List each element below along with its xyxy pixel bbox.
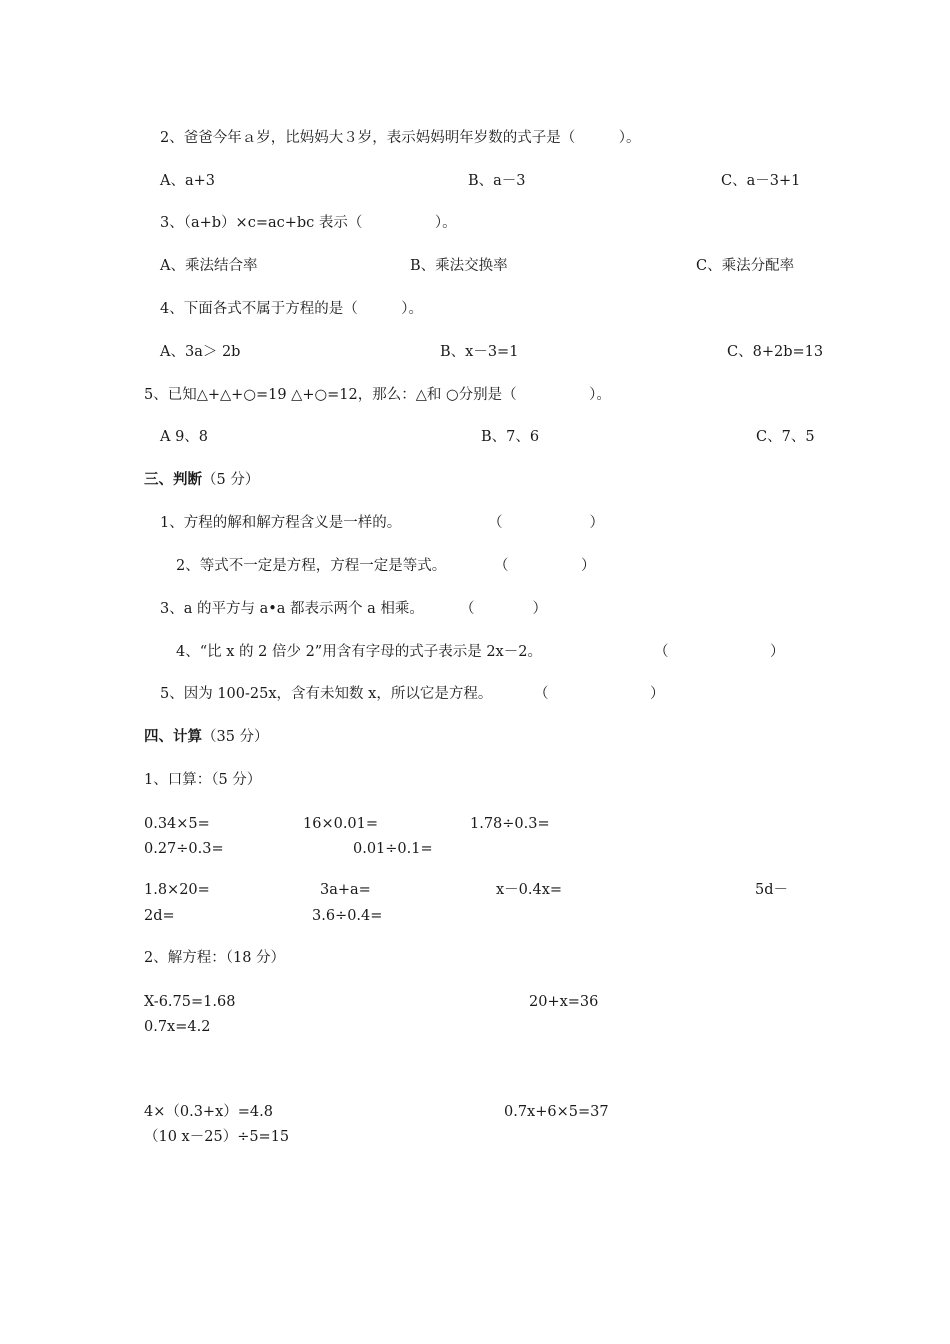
oral-problem: 1.8×20= (144, 882, 210, 898)
section-heading-calc-bold: 四、计算 (144, 728, 202, 745)
question-3-stem: 3、（a+b）×c=ac+bc 表示（ ）。 (160, 215, 457, 231)
question-4-option-b: B、x－3=1 (440, 344, 519, 360)
oral-problem: 0.34×5= (144, 816, 210, 832)
oral-problem: 2d= (144, 908, 175, 924)
question-4-option-a: A、3a＞ 2b (160, 344, 241, 360)
question-4-stem: 4、下面各式不属于方程的是（ ）。 (160, 301, 423, 317)
judge-item-2-answer-paren: （ ） (494, 558, 596, 574)
equation: 0.7x=4.2 (144, 1019, 211, 1035)
equation-title: 2、解方程：（18 分） (144, 950, 286, 966)
question-2-option-b: B、a－3 (468, 173, 526, 189)
section-heading-judge-score: （5 分） (202, 472, 260, 488)
section-heading-calc (144, 727, 269, 747)
judge-item-4-answer-paren: （ ） (654, 644, 785, 660)
question-5-option-c: C、7、5 (756, 429, 815, 445)
question-5-option-b: B、7、6 (481, 429, 540, 445)
equation: 4×（0.3+x）=4.8 (144, 1104, 273, 1120)
judge-item-3-answer-paren: （ ） (460, 601, 547, 617)
judge-item-1: 1、方程的解和解方程含义是一样的。 (160, 515, 402, 531)
oral-problem: 0.27÷0.3= (144, 841, 224, 857)
judge-item-2: 2、等式不一定是方程，方程一定是等式。 (176, 558, 447, 574)
section-heading-judge (144, 470, 259, 490)
section-heading-calc-score: （35 分） (202, 729, 269, 745)
question-4-option-c: C、8+2b=13 (727, 344, 824, 360)
equation: 20+x=36 (529, 994, 599, 1010)
judge-item-5: 5、因为 100-25x，含有未知数 x，所以它是方程。 (160, 686, 493, 702)
oral-problem: 16×0.01= (303, 816, 379, 832)
oral-problem: 3.6÷0.4= (312, 908, 383, 924)
section-heading-judge-bold: 三、判断 (144, 471, 202, 488)
oral-problem: 5d－ (755, 882, 789, 898)
oral-problem: 3a+a= (320, 882, 371, 898)
question-2-stem: 2、爸爸今年ａ岁，比妈妈大３岁，表示妈妈明年岁数的式子是（ ）。 (160, 130, 641, 146)
equation: （10 x－25）÷5=15 (144, 1129, 290, 1145)
question-5-stem: 5、已知△+△+○=19 △+○=12，那么：△和 ○分别是（ ）。 (144, 387, 611, 403)
question-2-option-a: A、a+3 (160, 173, 215, 189)
question-2-option-c: C、a－3+1 (721, 173, 801, 189)
judge-item-5-answer-paren: （ ） (534, 686, 665, 702)
question-3-option-b: B、乘法交换率 (410, 258, 508, 274)
oral-problem: x－0.4x= (496, 882, 563, 898)
oral-problem: 0.01÷0.1= (353, 841, 433, 857)
equation: X-6.75=1.68 (144, 994, 236, 1010)
question-5-option-a: A 9、8 (160, 429, 209, 445)
oral-calc-title: 1、口算：（5 分） (144, 772, 262, 788)
question-3-option-a: A、乘法结合率 (160, 258, 258, 274)
oral-problem: 1.78÷0.3= (470, 816, 550, 832)
question-3-option-c: C、乘法分配率 (696, 258, 795, 274)
judge-item-1-answer-paren: （ ） (488, 515, 604, 531)
judge-item-3: 3、a 的平方与 a•a 都表示两个 a 相乘。 (160, 601, 424, 617)
equation: 0.7x+6×5=37 (504, 1104, 609, 1120)
judge-item-4: 4、“比 x 的 2 倍少 2”用含有字母的式子表示是 2x－2。 (176, 644, 542, 660)
